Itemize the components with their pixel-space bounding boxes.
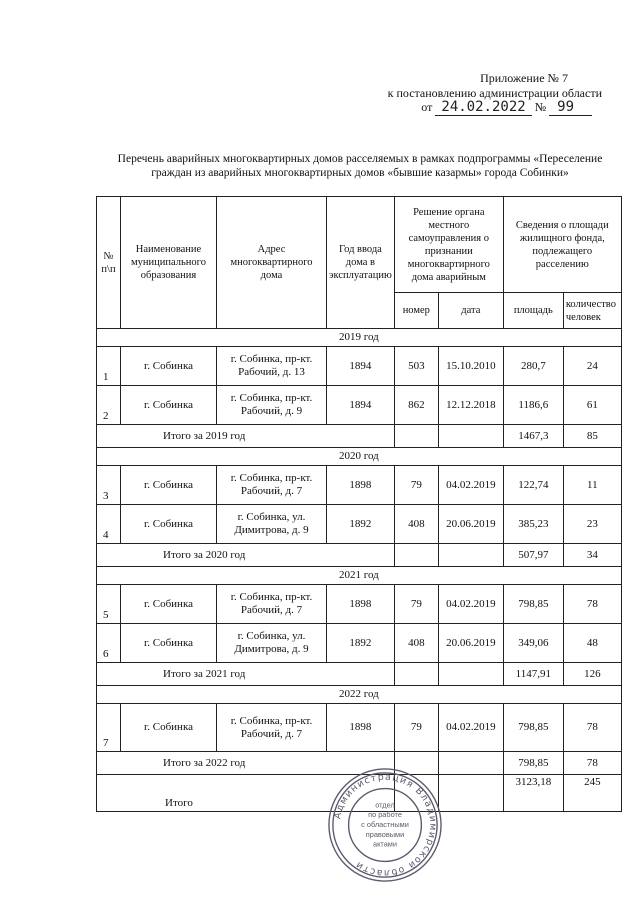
header-people: количество человек <box>563 293 621 329</box>
area-cell: 122,74 <box>503 466 563 505</box>
empty-cell <box>394 544 438 567</box>
year-cell: 1892 <box>327 505 395 544</box>
decision-date-cell: 15.10.2010 <box>438 347 503 386</box>
header-decision: Решение органа местного самоуправления о признании многоквартирного дома аварийным <box>394 197 503 293</box>
address-cell: г. Собинка, ул. Димитрова, д. 9 <box>217 624 327 663</box>
municipality-cell: г. Собинка <box>121 505 217 544</box>
people-cell: 61 <box>563 386 621 425</box>
people-cell: 78 <box>563 585 621 624</box>
year-cell: 1892 <box>327 624 395 663</box>
year-header: 2021 год <box>97 567 622 585</box>
empty-cell <box>438 775 503 812</box>
year-cell: 1894 <box>327 347 395 386</box>
municipality-cell: г. Собинка <box>121 585 217 624</box>
area-cell: 798,85 <box>503 585 563 624</box>
row-number: 2 <box>97 386 121 425</box>
people-cell: 78 <box>563 704 621 752</box>
stamp-inner-line-4: правовыми <box>365 829 405 839</box>
subtotal-label: Итого за 2019 год <box>97 425 395 448</box>
header-info: Сведения о площади жилищного фонда, подлежащего расселению <box>503 197 621 293</box>
decision-number-cell: 408 <box>394 624 438 663</box>
grand-total-label: Итого <box>97 775 395 812</box>
subtotal-area: 507,97 <box>503 544 563 567</box>
resolution-label: к постановлению администрации области <box>387 86 602 100</box>
title-line-2: граждан из аварийных многоквартирных домов «бывшие казармы» города Собинки» <box>151 167 569 179</box>
area-cell: 280,7 <box>503 347 563 386</box>
empty-cell <box>438 752 503 775</box>
year-cell: 1894 <box>327 386 395 425</box>
address-cell: г. Собинка, пр-кт. Рабочий, д. 7 <box>217 466 327 505</box>
row-number: 4 <box>97 505 121 544</box>
appendix-label: Приложение № 7 <box>480 71 568 85</box>
grand-total-area: 3123,18 <box>503 775 563 812</box>
handwritten-number: 99 <box>549 99 592 116</box>
subtotal-label: Итого за 2022 год <box>97 752 395 775</box>
row-number: 7 <box>97 704 121 752</box>
year-header: 2020 год <box>97 448 622 466</box>
subtotal-area: 798,85 <box>503 752 563 775</box>
header-decision-date: дата <box>438 293 503 329</box>
number-prefix: № <box>534 100 547 114</box>
municipality-cell: г. Собинка <box>121 704 217 752</box>
area-cell: 385,23 <box>503 505 563 544</box>
header-decision-number: номер <box>394 293 438 329</box>
decision-number-cell: 79 <box>394 466 438 505</box>
municipality-cell: г. Собинка <box>121 347 217 386</box>
decision-date-cell: 04.02.2019 <box>438 466 503 505</box>
date-prefix: от <box>421 100 433 114</box>
subtotal-area: 1147,91 <box>503 663 563 686</box>
stamp-inner-line-2: по работе <box>368 810 402 820</box>
address-cell: г. Собинка, пр-кт. Рабочий, д. 13 <box>217 347 327 386</box>
subtotal-people: 34 <box>563 544 621 567</box>
area-cell: 798,85 <box>503 704 563 752</box>
decision-number-cell: 408 <box>394 505 438 544</box>
decision-date-cell: 20.06.2019 <box>438 624 503 663</box>
subtotal-label: Итого за 2020 год <box>97 544 395 567</box>
stamp-inner-line-1: отдел <box>375 800 395 810</box>
row-number: 5 <box>97 585 121 624</box>
handwritten-date: 24.02.2022 <box>435 99 531 116</box>
year-cell: 1898 <box>327 704 395 752</box>
subtotal-people: 85 <box>563 425 621 448</box>
empty-cell <box>438 544 503 567</box>
address-cell: г. Собинка, пр-кт. Рабочий, д. 9 <box>217 386 327 425</box>
people-cell: 23 <box>563 505 621 544</box>
subtotal-people: 126 <box>563 663 621 686</box>
empty-cell <box>394 663 438 686</box>
houses-table <box>96 196 622 812</box>
decision-date-cell: 04.02.2019 <box>438 704 503 752</box>
empty-cell <box>438 425 503 448</box>
stamp-ring-text: Администрация Владимирской области <box>332 771 439 879</box>
header-area: площадь <box>503 293 563 329</box>
header-address: Адрес многоквартирного дома <box>217 197 327 329</box>
people-cell: 24 <box>563 347 621 386</box>
row-number: 3 <box>97 466 121 505</box>
area-cell: 1186,6 <box>503 386 563 425</box>
decision-number-cell: 79 <box>394 585 438 624</box>
address-cell: г. Собинка, пр-кт. Рабочий, д. 7 <box>217 585 327 624</box>
decision-date-cell: 20.06.2019 <box>438 505 503 544</box>
subtotal-people: 78 <box>563 752 621 775</box>
row-number: 1 <box>97 347 121 386</box>
grand-total-people: 245 <box>563 775 621 812</box>
decision-number-cell: 503 <box>394 347 438 386</box>
official-stamp <box>326 766 444 884</box>
title-line-1: Перечень аварийных многоквартирных домов расселяемых в рамках подпрограммы «Переселение <box>117 153 603 165</box>
subtotal-label: Итого за 2021 год <box>97 663 395 686</box>
stamp-inner-line-5: актами <box>373 839 397 849</box>
decision-date-cell: 12.12.2018 <box>438 386 503 425</box>
date-line <box>421 100 592 115</box>
header-municipality: Наименование муниципального образования <box>121 197 217 329</box>
year-cell: 1898 <box>327 466 395 505</box>
year-cell: 1898 <box>327 585 395 624</box>
municipality-cell: г. Собинка <box>121 466 217 505</box>
decision-date-cell: 04.02.2019 <box>438 585 503 624</box>
municipality-cell: г. Собинка <box>121 386 217 425</box>
row-number: 6 <box>97 624 121 663</box>
header-num: № п\п <box>97 197 121 329</box>
address-cell: г. Собинка, ул. Димитрова, д. 9 <box>217 505 327 544</box>
document-title <box>110 152 610 180</box>
decision-number-cell: 862 <box>394 386 438 425</box>
area-cell: 349,06 <box>503 624 563 663</box>
people-cell: 11 <box>563 466 621 505</box>
people-cell: 48 <box>563 624 621 663</box>
municipality-cell: г. Собинка <box>121 624 217 663</box>
header-year: Год ввода дома в эксплуатацию <box>327 197 395 329</box>
address-cell: г. Собинка, пр-кт. Рабочий, д. 7 <box>217 704 327 752</box>
subtotal-area: 1467,3 <box>503 425 563 448</box>
year-header: 2022 год <box>97 686 622 704</box>
empty-cell <box>394 425 438 448</box>
stamp-inner-line-3: с областными <box>361 819 409 829</box>
empty-cell <box>438 663 503 686</box>
decision-number-cell: 79 <box>394 704 438 752</box>
year-header: 2019 год <box>97 329 622 347</box>
